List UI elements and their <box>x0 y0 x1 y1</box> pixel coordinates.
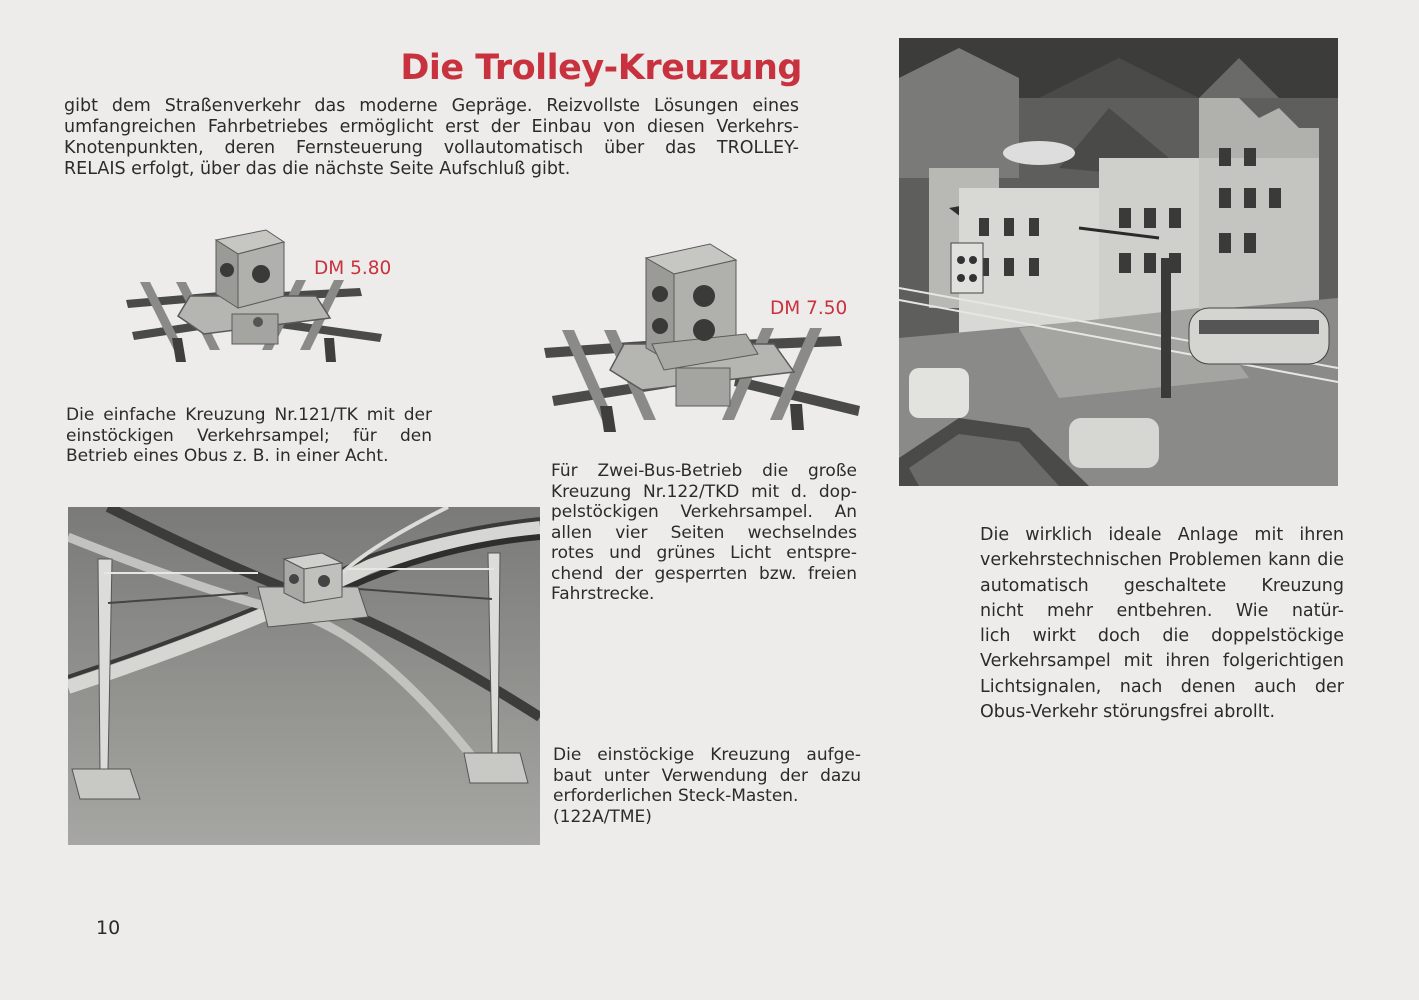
intro-paragraph <box>64 96 799 180</box>
model-town-photo <box>899 38 1338 486</box>
caption-122 <box>551 461 857 605</box>
caption-line: Kreuzung Nr.122/TKD mit d. dop- <box>551 481 857 502</box>
crossing-122-illustration <box>540 240 880 440</box>
caption-line: erforderlichen Steck-Masten. <box>553 786 799 806</box>
assembly-photo <box>68 507 540 845</box>
caption-line: Die wirklich ideale Anlage mit ihren <box>980 525 1344 545</box>
caption-line: Fahrstrecke. <box>551 584 655 604</box>
caption-line: nicht mehr entbehren. Wie natür- <box>980 600 1344 621</box>
caption-line: verkehrstechnischen Problemen kann die <box>980 550 1344 571</box>
caption-line: Lichtsignalen, nach denen auch der <box>980 676 1344 697</box>
intro-line: umfangreichen Fahrbetriebes ermöglicht erst der Einbau von diesen Verkehrs- <box>64 117 799 137</box>
caption-line: einstöckigen Verkehrsampel; für den <box>66 425 432 446</box>
caption-line: allen vier Seiten wechselndes <box>551 522 857 543</box>
intro-line: Knotenpunkten, deren Fernsteuerung vollautomatisch über das TROLLEY- <box>64 138 799 158</box>
page-title: Die Trolley-Kreuzung <box>400 48 802 88</box>
caption-line: (122A/TME) <box>553 806 652 827</box>
caption-line: Die einstöckige Kreuzung aufge- <box>553 745 861 765</box>
intro-line: gibt dem Straßenverkehr das moderne Gepräge. Reizvollste Lösungen eines <box>64 96 799 116</box>
caption-121 <box>66 405 432 467</box>
model-town-caption <box>980 523 1344 725</box>
assembly-caption <box>553 745 861 827</box>
caption-line: baut unter Verwendung der dazu <box>553 765 861 786</box>
caption-line: Für Zwei-Bus-Betrieb die große <box>551 461 857 481</box>
caption-line: Verkehrsampel mit ihren folgerichtigen <box>980 651 1344 672</box>
intro-line: RELAIS erfolgt, über das die nächste Seite Aufschluß gibt. <box>64 159 571 179</box>
caption-line: lich wirkt doch die doppelstöckige <box>980 626 1344 647</box>
price-122: DM 7.50 <box>770 298 848 319</box>
caption-line: Obus-Verkehr störungsfrei abrollt. <box>980 702 1276 723</box>
caption-line: Die einfache Kreuzung Nr.121/TK mit der <box>66 405 432 425</box>
caption-line: chend der gesperrten bzw. freien <box>551 563 857 584</box>
caption-line: rotes und grünes Licht entspre- <box>551 543 857 563</box>
page-number: 10 <box>96 917 121 939</box>
caption-line: automatisch geschaltete Kreuzung <box>980 575 1344 596</box>
caption-line: pelstöckigen Verkehrsampel. An <box>551 502 857 522</box>
price-121: DM 5.80 <box>314 258 392 279</box>
caption-line: Betrieb eines Obus z. B. in einer Acht. <box>66 446 389 466</box>
crossing-121-illustration <box>120 222 392 372</box>
